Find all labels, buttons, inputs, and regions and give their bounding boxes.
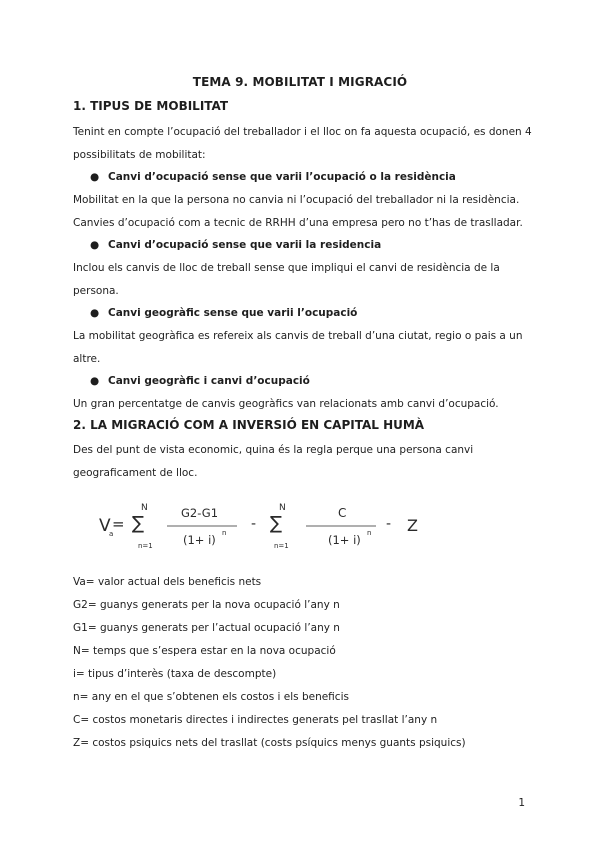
fraction1-exponent: n [222, 529, 227, 537]
section-2-heading: 2. LA MIGRACIÓ COM A INVERSIÓ EN CAPITAL HUMÀ [73, 418, 425, 432]
sum2-lower: n=1 [274, 542, 289, 550]
formula-minus-1: - [251, 516, 257, 532]
bullet-item-4 [90, 375, 310, 387]
sum2-sigma-icon: ∑ [270, 513, 283, 534]
section-2-intro: Des del punt de vista economic, quina és la regla perque una persona canvi geograficament de lloc. [73, 444, 474, 479]
bullet-1-text-2: Canvies d’ocupació com a tecnic de RRHH d’una empresa pero no t’has de traslladar. [73, 217, 523, 229]
formula-minus-2: - [386, 516, 392, 532]
fraction2-exponent: n [367, 529, 372, 537]
sum1-sigma-icon: ∑ [132, 513, 145, 534]
definition-c: C= costos monetaris directes i indirectes generats pel trasllat l’any n [73, 714, 438, 726]
definition-va: Va= valor actual dels beneficis nets [73, 576, 262, 588]
bullet-4-text-1: Un gran percentatge de canvis geogràfics van relacionats amb canvi d’ocupació. [73, 398, 499, 410]
bullet-label: Canvi d’ocupació sense que varii l’ocupació o la residència [108, 171, 456, 183]
definition-n-lower: n= any en el que s’obtenen els costos i els beneficis [73, 691, 349, 703]
bullet-icon: ● [90, 239, 100, 251]
definition-z: Z= costos psiquics nets del trasllat (costs psíquics menys guants psiquics) [73, 737, 466, 749]
bullet-3-text-1: La mobilitat geogràfica es refereix als canvis de treball d’una ciutat, regio o pais a un altre. [73, 330, 523, 365]
bullet-icon: ● [90, 375, 100, 387]
bullet-1-text-1: Mobilitat en la que la persona no canvia ni l’ocupació del treballador ni la residència. [73, 194, 520, 206]
bullet-item-1 [90, 171, 456, 183]
formula-z: Z [407, 516, 418, 535]
formula-svg [95, 495, 435, 555]
fraction2-denominator: (1+ i) [328, 533, 361, 547]
definition-n-upper: N= temps que s’espera estar en la nova ocupació [73, 645, 336, 657]
formula-equals: = [112, 515, 125, 533]
fraction2-numerator: C [338, 506, 347, 520]
definition-g1: G1= guanys generats per l’actual ocupació l’any n [73, 622, 340, 634]
bullet-2-text-1: Inclou els canvis de lloc de treball sense que impliqui el canvi de residència de la persona. [73, 262, 500, 297]
bullet-label: Canvi geogràfic sense que varii l’ocupació [108, 307, 358, 319]
fraction1-denominator: (1+ i) [183, 533, 216, 547]
formula-lhs-sub: a [109, 530, 114, 538]
sum1-upper: N [141, 503, 148, 513]
section-1-intro: Tenint en compte l’ocupació del treballador i el lloc on fa aquesta ocupació, es donen 4 possibilitats de mobilitat: [73, 126, 532, 161]
bullet-label: Canvi geogràfic i canvi d’ocupació [108, 375, 310, 387]
bullet-icon: ● [90, 171, 100, 183]
bullet-item-3 [90, 307, 357, 319]
definition-i: i= tipus d’interès (taxa de descompte) [73, 668, 277, 680]
fraction1-numerator: G2-G1 [181, 506, 219, 520]
bullet-icon: ● [90, 307, 100, 319]
page-number: 1 [518, 797, 525, 809]
section-1-heading: 1. TIPUS DE MOBILITAT [73, 99, 229, 113]
sum2-upper: N [279, 503, 286, 513]
bullet-label: Canvi d’ocupació sense que varii la residencia [108, 239, 382, 251]
sum1-lower: n=1 [138, 542, 153, 550]
migration-formula [95, 495, 435, 555]
bullet-item-2 [90, 239, 381, 251]
document-title: TEMA 9. MOBILITAT I MIGRACIÓ [192, 75, 408, 89]
definition-g2: G2= guanys generats per la nova ocupació l’any n [73, 599, 340, 611]
formula-lhs: V [99, 516, 111, 536]
